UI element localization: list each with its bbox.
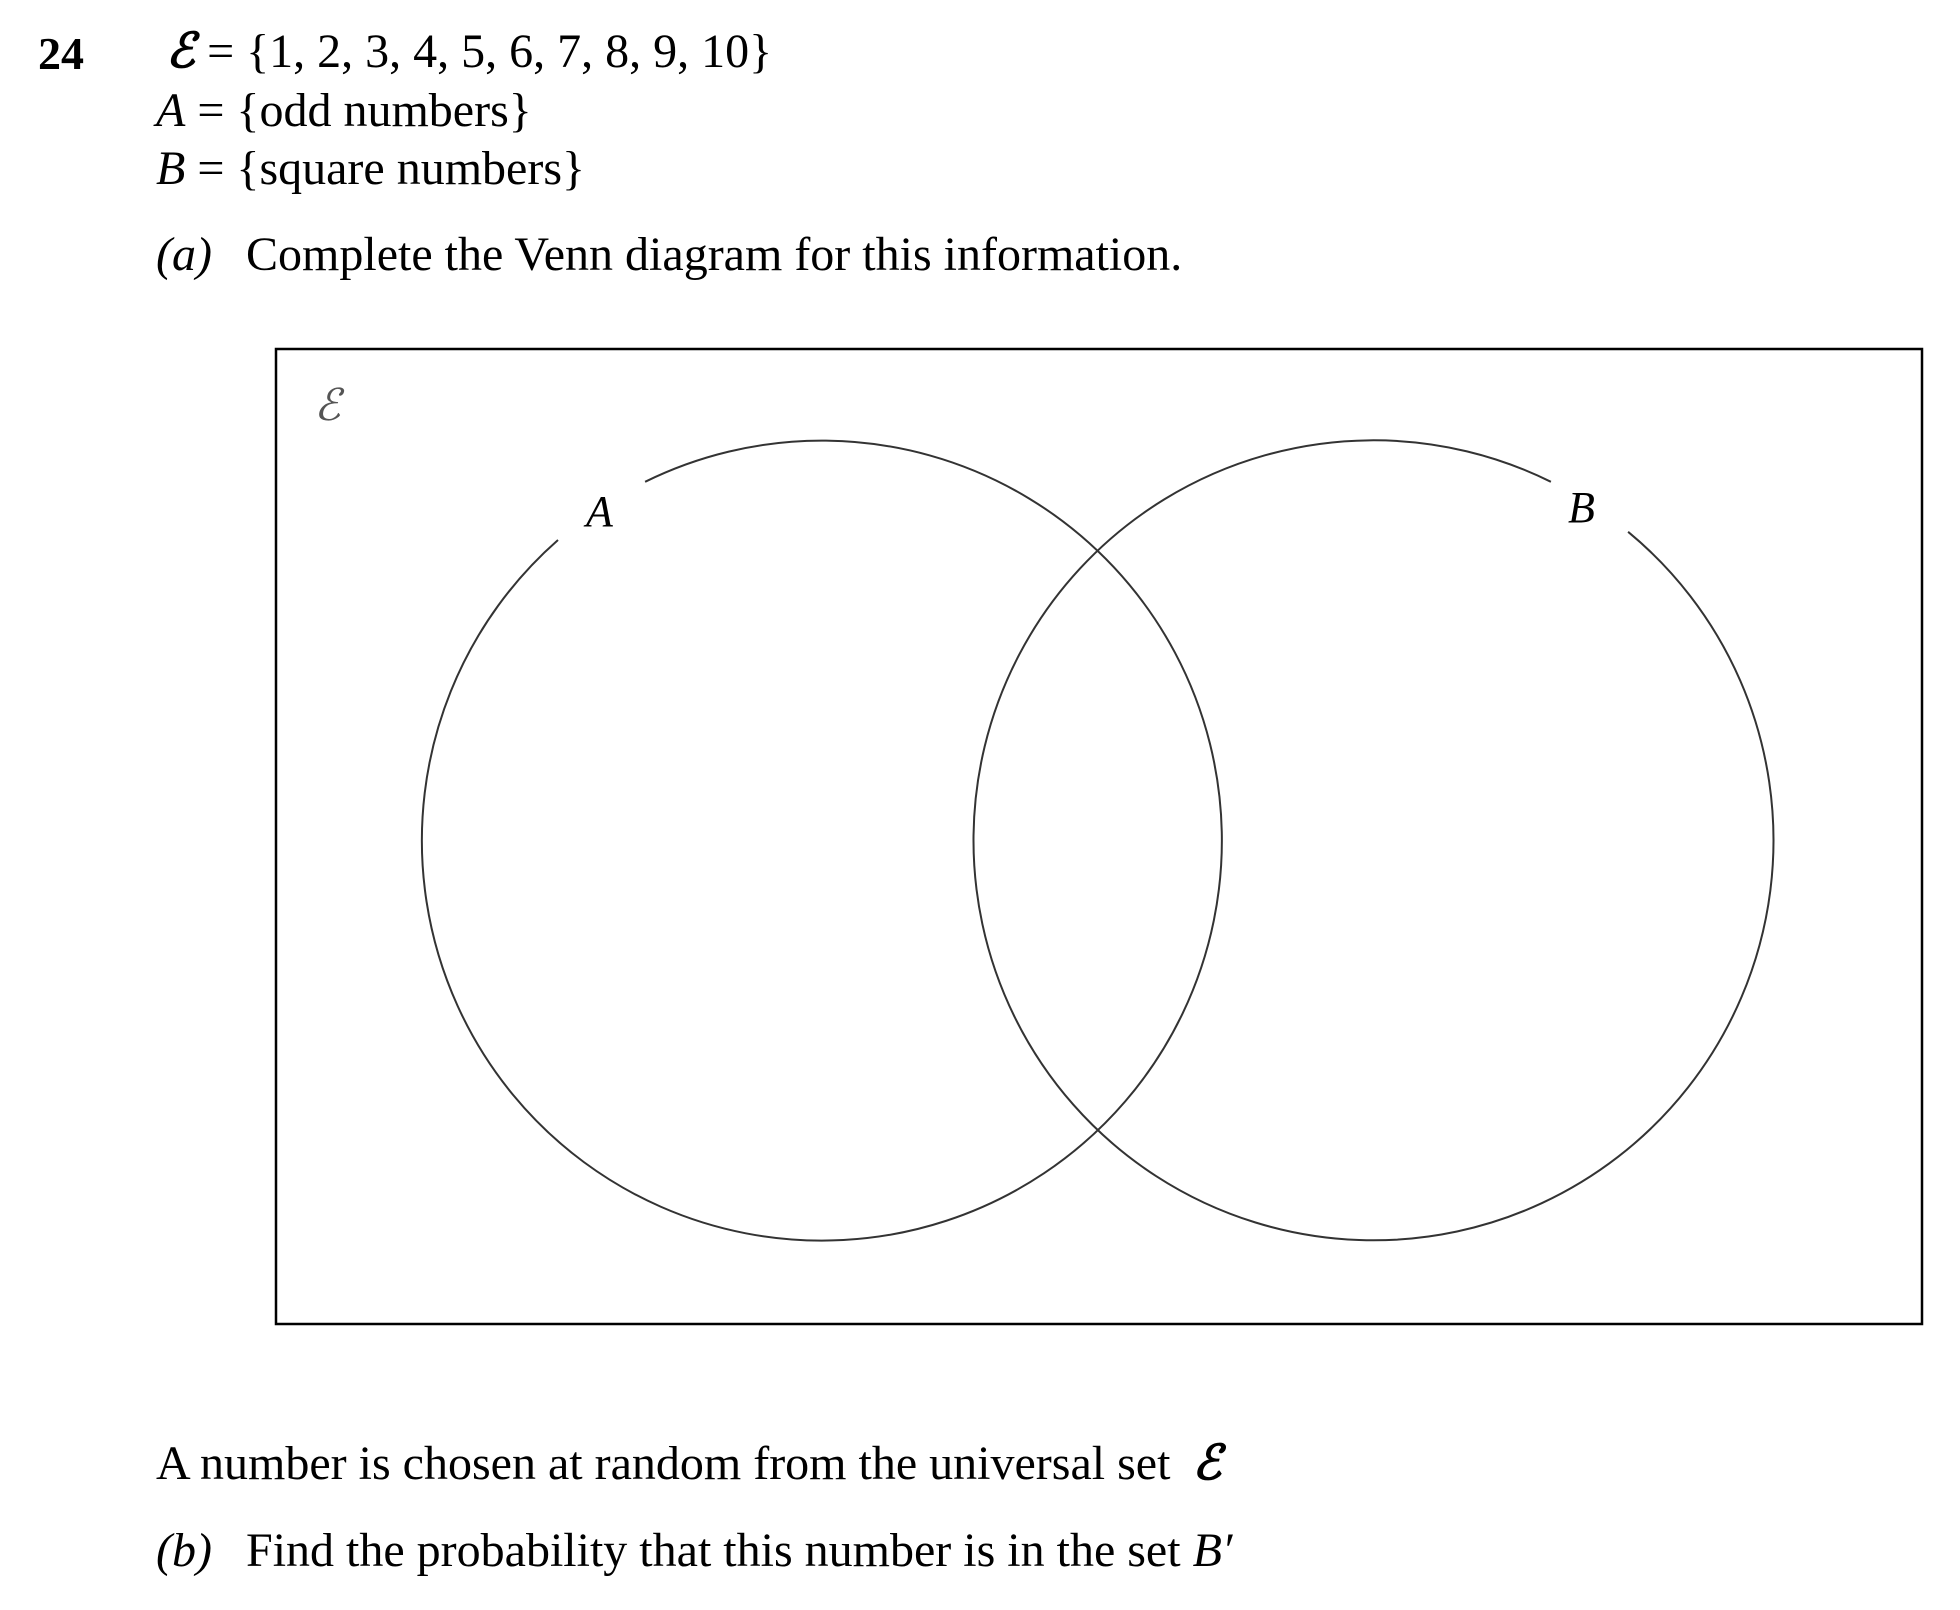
- set-a-name: A: [156, 84, 186, 137]
- part-b-text: Find the probability that this number is in the set: [246, 1524, 1193, 1577]
- part-b-instruction: [156, 1522, 1232, 1580]
- random-choice-statement: [156, 1434, 1221, 1493]
- circle-b-label: B: [1568, 483, 1595, 532]
- question-number: 24: [38, 28, 84, 79]
- set-b-elements: = {square numbers}: [185, 142, 586, 195]
- part-a-text: Complete the Venn diagram for this information.: [246, 228, 1183, 281]
- part-a-label: (a): [156, 228, 212, 281]
- set-a-elements: = {odd numbers}: [185, 84, 532, 137]
- random-choice-universal-symbol: ℰ: [1192, 1435, 1222, 1491]
- universal-set-symbol: ℰ: [166, 23, 196, 79]
- random-choice-text: A number is chosen at random from the universal set: [156, 1437, 1183, 1490]
- circle-b: [973, 440, 1773, 1240]
- circle-a-label: A: [586, 487, 613, 536]
- part-b-set: B′: [1192, 1524, 1233, 1577]
- circle-a: [422, 441, 1222, 1241]
- venn-universal-label: ℰ: [314, 380, 341, 431]
- set-b-name: B: [156, 142, 186, 195]
- part-b-label: (b): [156, 1524, 212, 1577]
- universal-set-elements: = {1, 2, 3, 4, 5, 6, 7, 8, 9, 10}: [195, 25, 773, 78]
- universal-set-rectangle: [276, 349, 1922, 1324]
